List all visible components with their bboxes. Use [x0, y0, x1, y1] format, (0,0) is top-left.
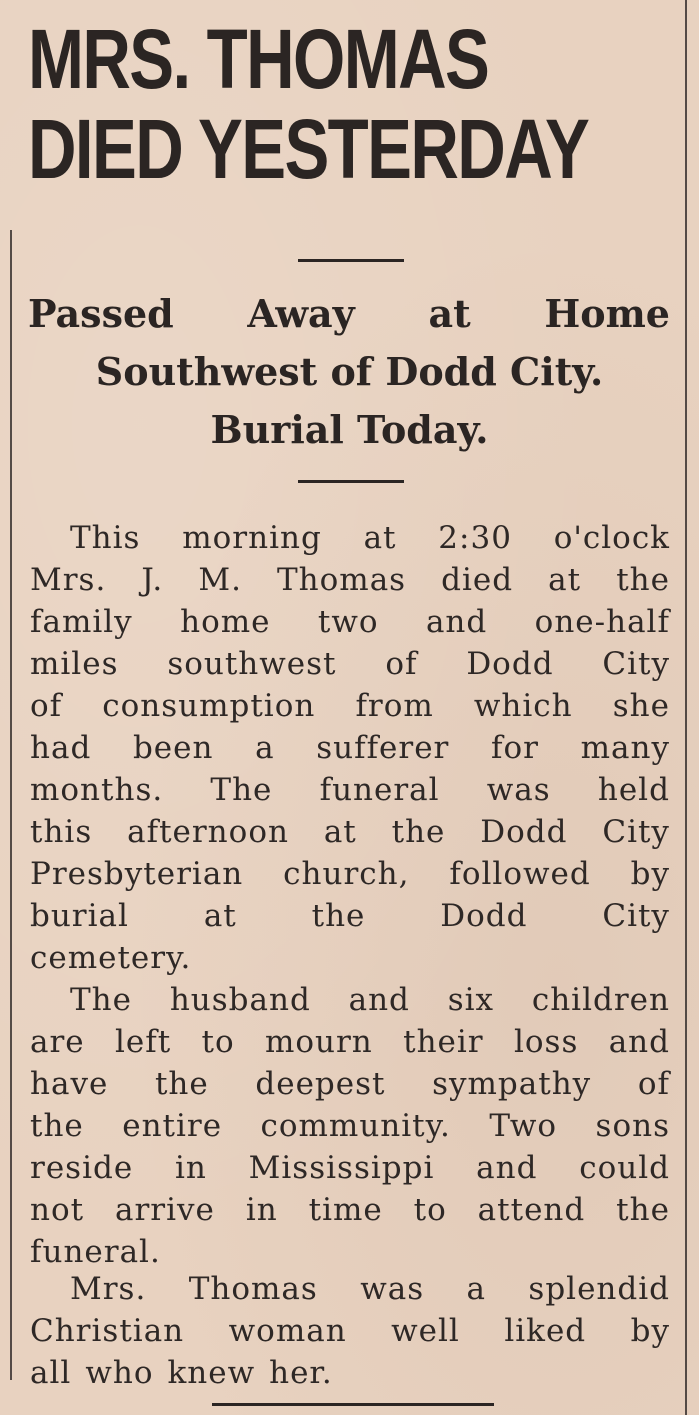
- article-word: not: [30, 1192, 85, 1228]
- article-word: time: [308, 1192, 383, 1228]
- article-word: community.: [260, 1108, 451, 1144]
- article-line: [30, 1147, 670, 1189]
- article-line: [70, 1268, 670, 1310]
- article-word: Two: [489, 1108, 558, 1144]
- article-word: church,: [283, 856, 410, 892]
- headline-line-2: DIED YESTERDAY: [28, 102, 589, 196]
- article-line: [30, 727, 670, 769]
- article-word: o'clock: [553, 520, 670, 556]
- article-word: attend: [477, 1192, 586, 1228]
- article-word: burial: [30, 898, 129, 934]
- article-word: City: [602, 646, 670, 682]
- article-word: at: [548, 562, 582, 598]
- subhead-line-3: Burial Today.: [210, 407, 489, 452]
- article-line: [30, 1231, 670, 1273]
- article-word: held: [597, 772, 670, 808]
- article-word: Christian: [30, 1313, 185, 1349]
- article-word: of: [637, 1066, 670, 1102]
- article-word: to: [413, 1192, 447, 1228]
- article-line: [30, 685, 670, 727]
- article-word: to: [201, 1024, 235, 1060]
- article-word: this: [30, 814, 93, 850]
- article-word: in: [174, 1150, 207, 1186]
- article-word: mourn: [264, 1024, 373, 1060]
- article-word: and: [425, 604, 488, 640]
- subhead-word: Passed: [28, 291, 174, 336]
- article-word: died: [441, 562, 514, 598]
- article-word: by: [630, 1313, 670, 1349]
- article-word: husband: [169, 982, 311, 1018]
- article-word: at: [203, 898, 237, 934]
- article-word: and: [608, 1024, 670, 1060]
- article-word: afternoon: [127, 814, 289, 850]
- article-word: 2:30: [438, 520, 512, 556]
- article-word: one-half: [534, 604, 670, 640]
- article-word: of: [30, 688, 63, 724]
- article-word: was: [360, 1271, 425, 1307]
- article-word: Mrs.: [30, 562, 107, 598]
- article-word: a: [255, 730, 275, 766]
- article-word: knew: [167, 1355, 256, 1391]
- article-word: family: [30, 604, 133, 640]
- article-word: two: [317, 604, 379, 640]
- article-word: Mississippi: [248, 1150, 435, 1186]
- article-word: miles: [30, 646, 119, 682]
- article-line: [70, 979, 670, 1021]
- article-word: funeral.: [30, 1234, 161, 1270]
- article-line: [30, 1063, 670, 1105]
- article-line: [30, 1310, 670, 1352]
- article-word: M.: [198, 562, 242, 598]
- divider-rule: [298, 259, 404, 262]
- article-word: Dodd: [466, 646, 554, 682]
- divider-rule: [298, 480, 404, 483]
- bottom-rule: [212, 1403, 494, 1406]
- article-word: consumption: [102, 688, 316, 724]
- article-word: many: [580, 730, 670, 766]
- article-word: children: [531, 982, 670, 1018]
- article-word: by: [630, 856, 670, 892]
- article-word: six: [447, 982, 495, 1018]
- article-word: and: [348, 982, 410, 1018]
- article-word: Thomas: [188, 1271, 318, 1307]
- article-word: reside: [30, 1150, 134, 1186]
- headline: [28, 12, 589, 196]
- article-word: for: [491, 730, 539, 766]
- article-word: cemetery.: [30, 940, 192, 976]
- article-word: she: [612, 688, 670, 724]
- subhead-line-2: Southwest of Dodd City.: [95, 349, 604, 394]
- article-word: a: [466, 1271, 487, 1307]
- article-word: arrive: [115, 1192, 215, 1228]
- article-word: had: [30, 730, 92, 766]
- article-word: Presbyterian: [30, 856, 244, 892]
- article-word: City: [602, 898, 670, 934]
- article-word: Mrs.: [70, 1271, 147, 1307]
- article-word: who: [85, 1355, 154, 1391]
- article-word: the: [311, 898, 366, 934]
- article-word: J.: [141, 562, 164, 598]
- article-word: The: [210, 772, 273, 808]
- article-word: Dodd: [440, 898, 528, 934]
- article-word: funeral: [319, 772, 440, 808]
- article-word: at: [363, 520, 397, 556]
- article-word: all: [30, 1355, 72, 1391]
- article-word: loss: [513, 1024, 579, 1060]
- subhead-word: at: [428, 291, 471, 336]
- article-word: from: [355, 688, 434, 724]
- article-line: [30, 853, 670, 895]
- subhead-word: Home: [544, 291, 670, 336]
- article-line: [30, 1352, 670, 1394]
- article-line: [30, 1021, 670, 1063]
- article-word: the: [616, 562, 670, 598]
- article-word: southwest: [167, 646, 337, 682]
- headline-line-1: MRS. THOMAS: [28, 12, 489, 106]
- column-rule-right: [685, 0, 687, 1415]
- article-word: left: [114, 1024, 172, 1060]
- article-word: This: [70, 520, 141, 556]
- article-word: at: [323, 814, 357, 850]
- article-word: morning: [182, 520, 322, 556]
- article-line: [30, 937, 670, 979]
- article-word: the: [391, 814, 446, 850]
- article-word: was: [486, 772, 551, 808]
- article-line: [70, 517, 670, 559]
- article-word: have: [30, 1066, 109, 1102]
- subhead-line-1: [28, 285, 670, 343]
- article-line: [30, 601, 670, 643]
- article-word: of: [385, 646, 418, 682]
- article-line: [30, 811, 670, 853]
- article-word: The: [70, 982, 132, 1018]
- article-word: liked: [504, 1313, 587, 1349]
- article-word: sympathy: [432, 1066, 592, 1102]
- article-line: [30, 895, 670, 937]
- article-line: [30, 559, 670, 601]
- article-word: and: [476, 1150, 538, 1186]
- article-word: been: [132, 730, 214, 766]
- article-word: are: [30, 1024, 85, 1060]
- article-word: their: [403, 1024, 484, 1060]
- article-word: in: [245, 1192, 278, 1228]
- article-line: [30, 769, 670, 811]
- article-word: could: [579, 1150, 670, 1186]
- article-line: [30, 1105, 670, 1147]
- article-word: followed: [449, 856, 591, 892]
- article-line: [30, 1189, 670, 1231]
- article-word: sufferer: [316, 730, 450, 766]
- article-word: City: [602, 814, 670, 850]
- article-word: well: [391, 1313, 460, 1349]
- article-word: entire: [122, 1108, 223, 1144]
- article-word: months.: [30, 772, 164, 808]
- subhead-word: Away: [247, 291, 355, 336]
- article-word: woman: [228, 1313, 347, 1349]
- article-word: her.: [269, 1355, 333, 1391]
- article-word: the: [616, 1192, 670, 1228]
- article-word: deepest: [255, 1066, 386, 1102]
- article-line: [30, 643, 670, 685]
- article-word: sons: [595, 1108, 670, 1144]
- article-word: home: [180, 604, 271, 640]
- article-word: Thomas: [277, 562, 407, 598]
- article-word: the: [30, 1108, 84, 1144]
- article-word: Dodd: [480, 814, 568, 850]
- article-word: splendid: [528, 1271, 670, 1307]
- article-word: the: [154, 1066, 209, 1102]
- article-word: which: [473, 688, 573, 724]
